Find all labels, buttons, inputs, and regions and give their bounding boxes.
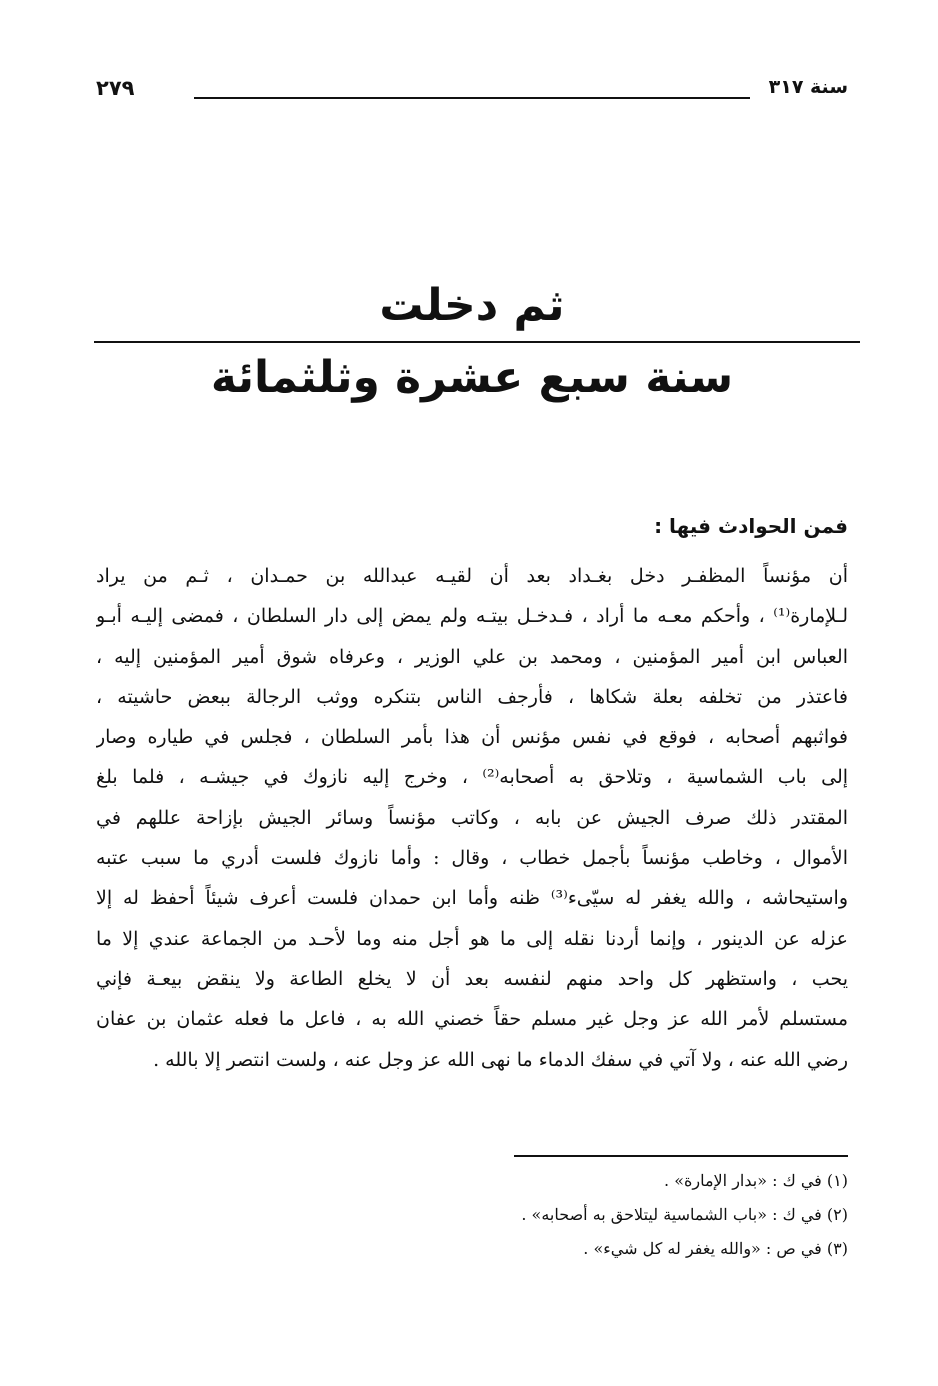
running-header: [96, 76, 848, 116]
body-line: فاعتذر من تخلفه بعلة شكاها ، فأرجف الناس بتنكره ووثب الرجالة ببعض حاشيته ،: [96, 685, 848, 708]
footnote-1: (١) في ك : «بدار الإمارة» .: [664, 1171, 848, 1190]
body-line: العباس ابن أمير المؤمنين ، ومحمد بن علي الوزير ، وعرفاه شوق أمير المؤمنين إليه ،: [96, 645, 848, 668]
body-line: عزله عن الدينور ، وإنما أردنا نقله إلى ما هو أجل منه وما لأحـد من الجماعة عندي إلا ما: [96, 927, 848, 950]
body-line: إلى باب الشماسية ، وتلاحق به أصحابه⁽²⁾ ، وخرج إليه نازوك في جيشـه ، فلما بلغ: [96, 766, 848, 789]
footnote-divider: [514, 1155, 848, 1157]
heading-divider: [94, 341, 860, 343]
running-header-rule: [194, 97, 750, 99]
body-line: يحب ، واستظهر كل واحد منهم لنفسه بعد أن لا يخلع الطاعة ولا ينقض بيعـة فإني: [96, 967, 848, 990]
body-line: لـلإمارة⁽¹⁾ ، وأحكم معـه ما أراد ، فـدخـل بيتـه ولم يمض إلى دار السلطان ، فمضى إليـه أبـو: [96, 605, 848, 628]
page-number: ٢٧٩: [96, 76, 135, 100]
footnote-3: (٣) في ص : «والله يغفر له كل شيء» .: [583, 1239, 848, 1258]
body-line: مستسلم لأمر الله عز وجل غير مسلم حقاً خصني الله به ، فاعل ما فعله عثمان بن عفان: [96, 1008, 848, 1031]
running-header-year: سنة ٣١٧: [768, 76, 848, 98]
body-paragraph: [96, 556, 848, 1080]
body-line: الأموال ، وخاطب مؤنساً بأجمل خطاب ، وقال : وأما نازوك فلست أدري ما سبب عتبه: [96, 847, 848, 870]
chapter-heading-line1: ثم دخلت: [379, 280, 565, 331]
body-line: أن مؤنساً المظفـر دخل بغـداد بعد أن لقيـه عبدالله بن حمـدان ، ثـم من يراد: [96, 565, 848, 587]
footnote-2: (٢) في ك : «باب الشماسية ليتلاحق به أصحابه» .: [521, 1205, 848, 1224]
footnotes: [96, 1164, 848, 1266]
body-line: المقتدر ذلك صرف الجيش عن بابه ، وكاتب مؤنساً وسائر الجيش بإزاحة عللهم في: [96, 806, 848, 829]
body-line: واستيحاشه ، والله يغفر له سيّىء⁽³⁾ ظنه وأما ابن حمدان فلست أعرف شيئاً أحفظ له إلا: [96, 887, 848, 910]
chapter-heading-line2: سنة سبع عشرة وثلثمائة: [210, 352, 734, 403]
body-line: رضي الله عنه ، ولا آتي في سفك الدماء ما نهى الله عز وجل عنه ، ولست انتصر إلا بالله .: [153, 1048, 848, 1071]
body-line: فواثبهم أصحابه ، فوقع في نفس مؤنس أن هذا بأمر السلطان ، فجلس في طياره وصار: [96, 726, 848, 749]
section-subheading: فمن الحوادث فيها :: [654, 514, 848, 538]
